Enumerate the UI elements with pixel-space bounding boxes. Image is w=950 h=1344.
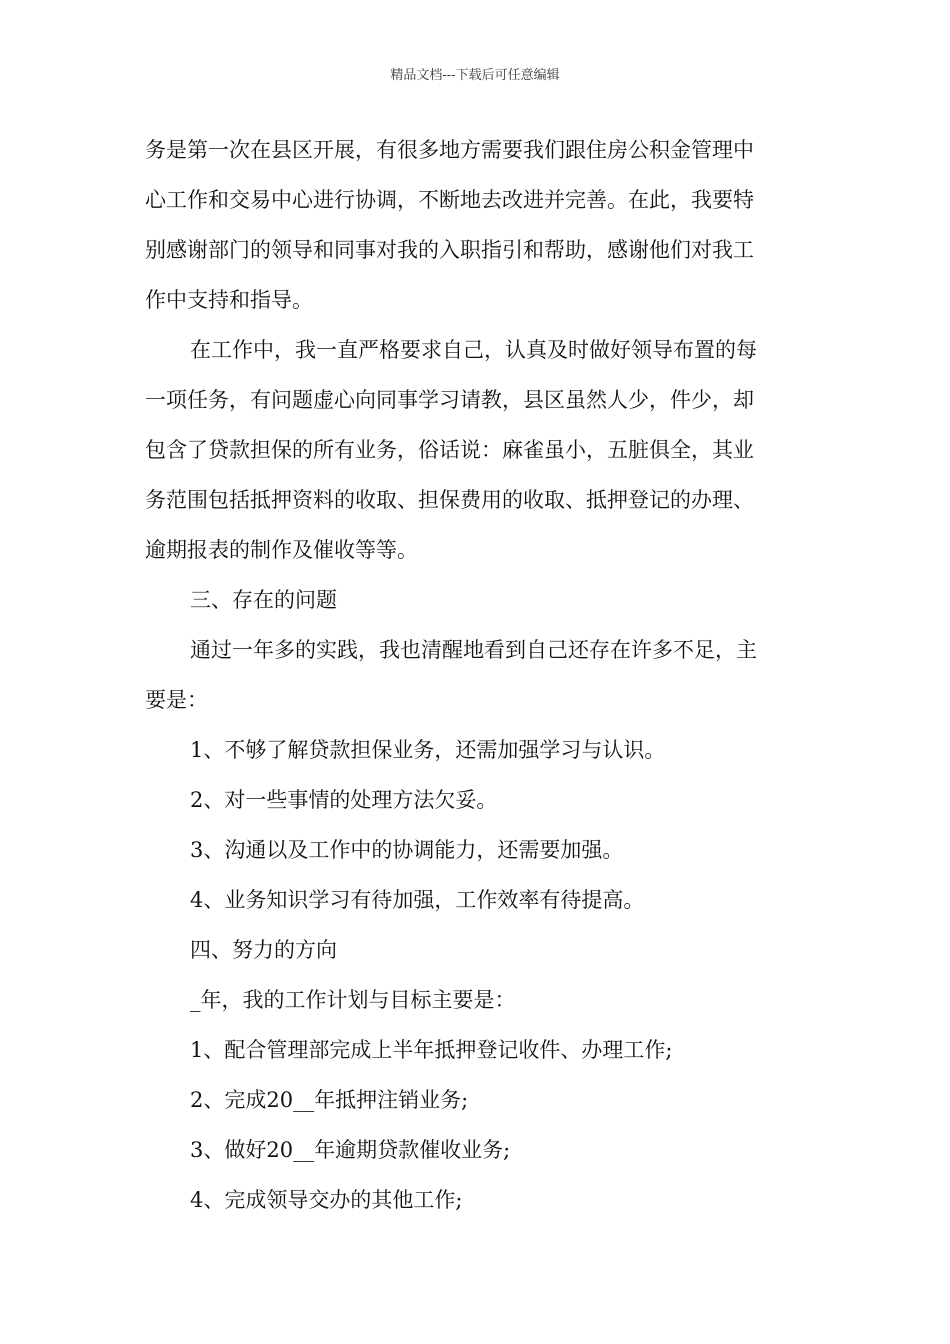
list-item: 3、做好20__年逾期贷款催收业务;: [190, 1138, 511, 1162]
text-line: 在工作中，我一直严格要求自己，认真及时做好领导布置的每: [190, 338, 757, 362]
text-line: 别感谢部门的领导和同事对我的入职指引和帮助，感谢他们对我工: [145, 238, 754, 262]
section-heading-problems: 三、存在的问题: [190, 588, 337, 612]
document-body: [145, 125, 810, 1225]
text-line: 务是第一次在县区开展，有很多地方需要我们跟住房公积金管理中: [145, 138, 754, 162]
page-header: 精品文档---下载后可任意编辑: [390, 68, 560, 83]
text-line: 心工作和交易中心进行协调，不断地去改进并完善。在此，我要特: [145, 188, 754, 212]
list-item: 4、业务知识学习有待加强，工作效率有待提高。: [190, 888, 645, 912]
list-item: 2、对一些事情的处理方法欠妥。: [190, 788, 498, 812]
section-heading-direction: 四、努力的方向: [190, 938, 337, 962]
issue-list: [145, 725, 810, 925]
list-item: 4、完成领导交办的其他工作;: [190, 1188, 463, 1212]
text-line: 包含了贷款担保的所有业务，俗话说：麻雀虽小，五脏俱全，其业: [145, 438, 754, 462]
list-item: 1、配合管理部完成上半年抵押登记收件、办理工作;: [190, 1038, 673, 1062]
list-item: 3、沟通以及工作中的协调能力，还需要加强。: [190, 838, 624, 862]
text-line: 要是：: [145, 688, 208, 712]
paragraph-problems-intro: [145, 625, 810, 725]
plan-intro: _年，我的工作计划与目标主要是：: [190, 988, 516, 1012]
list-item: 1、不够了解贷款担保业务，还需加强学习与认识。: [190, 738, 666, 762]
text-line: 作中支持和指导。: [145, 288, 313, 312]
list-item: 2、完成20__年抵押注销业务;: [190, 1088, 469, 1112]
text-line: 务范围包括抵押资料的收取、担保费用的收取、抵押登记的办理、: [145, 488, 754, 512]
text-line: 一项任务，有问题虚心向同事学习请教，县区虽然人少，件少，却: [145, 388, 754, 412]
plan-list: [145, 1025, 810, 1225]
paragraph-work: [145, 325, 810, 575]
text-line: 逾期报表的制作及催收等等。: [145, 538, 418, 562]
paragraph-continuation: [145, 125, 810, 325]
text-line: 通过一年多的实践，我也清醒地看到自己还存在许多不足，主: [190, 638, 757, 662]
